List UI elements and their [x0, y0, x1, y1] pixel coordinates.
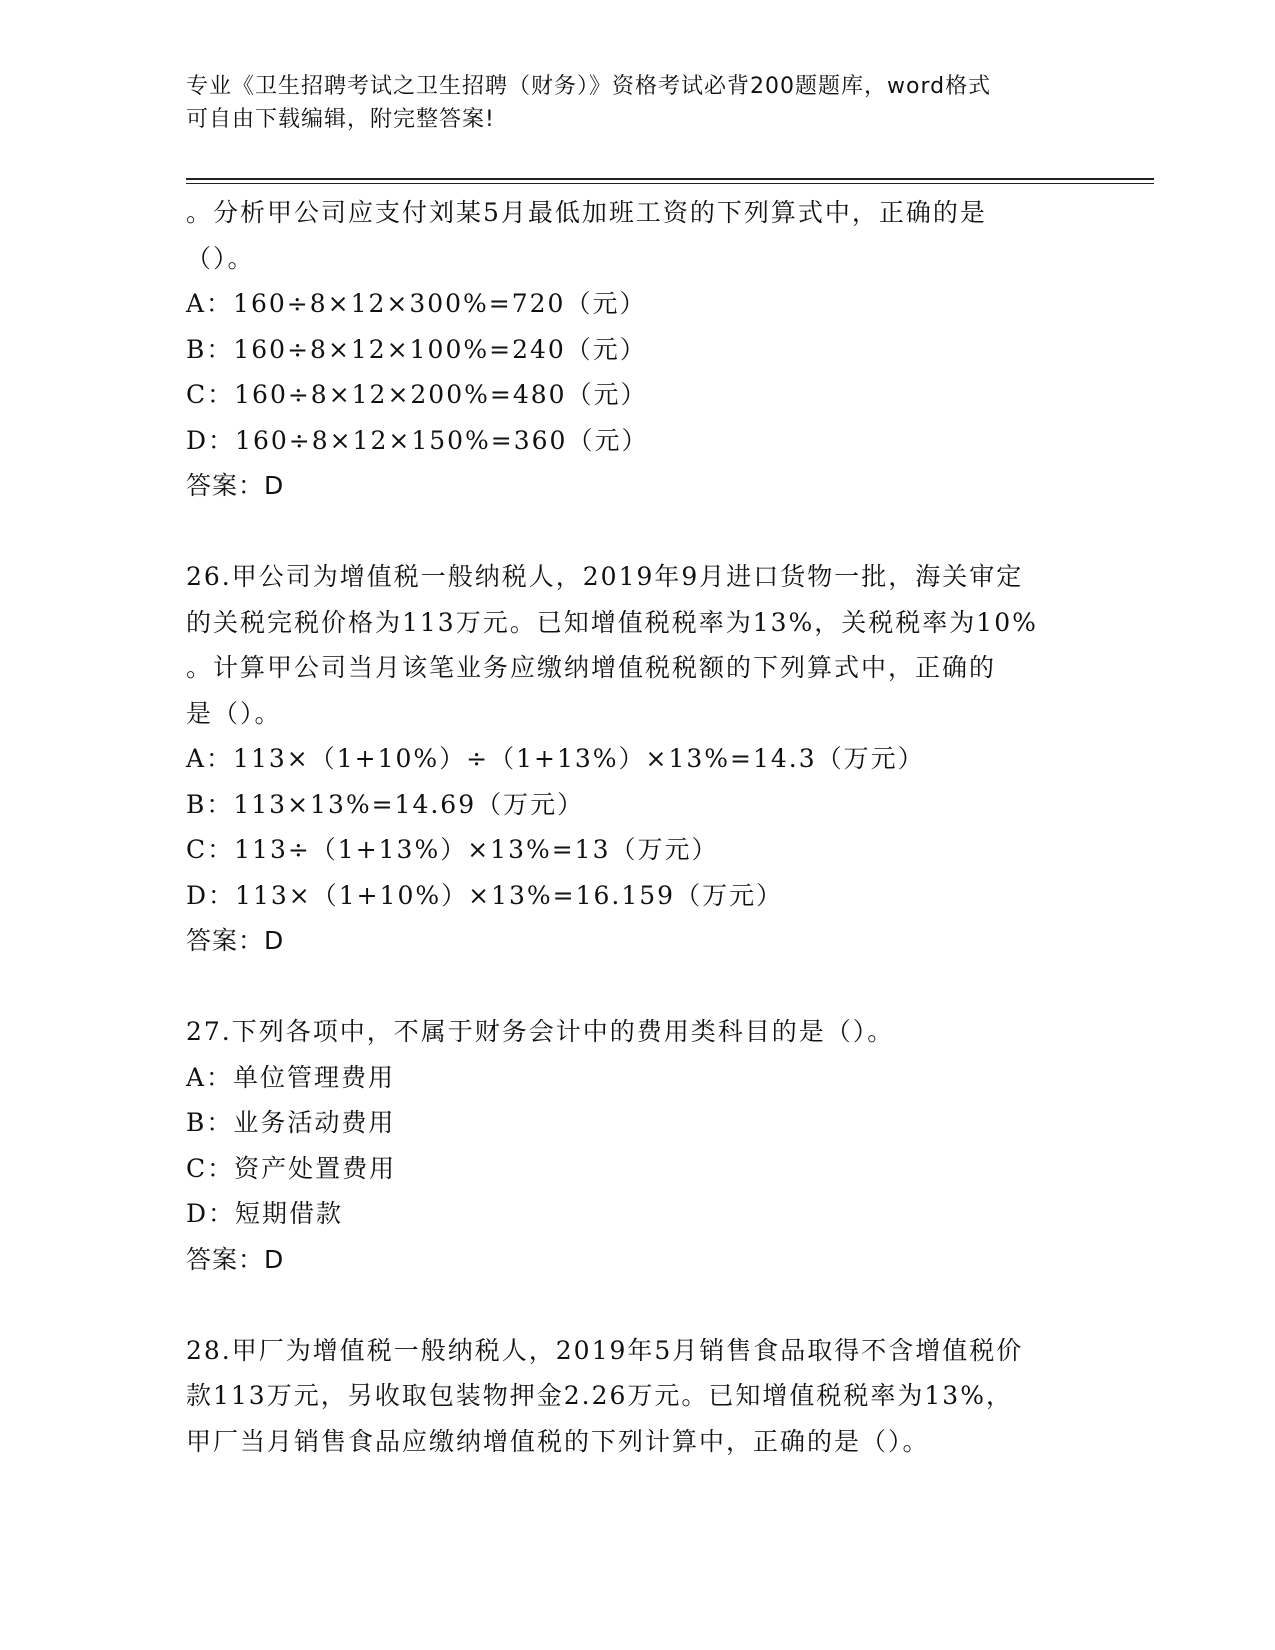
question-stem-line: 是（）。 [186, 698, 282, 728]
option-b: B：113×13%=14.69（万元） [186, 789, 585, 819]
question-stem-line: 。分析甲公司应支付刘某5月最低加班工资的下列算式中，正确的是 [186, 198, 987, 227]
document-header [186, 70, 1066, 136]
spacer [186, 1282, 1086, 1328]
option-d: D：113×（1+10%）×13%=16.159（万元） [186, 880, 784, 910]
question-25 [186, 190, 1086, 509]
header-line-1: 专业《卫生招聘考试之卫生招聘（财务）》资格考试必背200题题库，word格式 [186, 74, 992, 99]
question-28 [186, 1328, 1086, 1465]
option-a: A：单位管理费用 [186, 1062, 396, 1092]
header-divider-thick [186, 178, 1154, 180]
option-c: C：160÷8×12×200%=480（元） [186, 380, 648, 409]
option-d: D：短期借款 [186, 1199, 344, 1228]
question-stem-line: 27.下列各项中，不属于财务会计中的费用类科目的是（）。 [186, 1017, 895, 1046]
spacer [186, 509, 1086, 555]
answer-label: 答案：D [186, 1244, 285, 1274]
option-c: C：113÷（1+13%）×13%=13（万元） [186, 835, 719, 864]
option-c: C：资产处置费用 [186, 1153, 397, 1183]
spacer [186, 964, 1086, 1010]
option-d: D：160÷8×12×150%=360（元） [186, 425, 649, 455]
header-line-2: 可自由下载编辑，附完整答案! [186, 107, 495, 132]
question-stem-line: 28.甲厂为增值税一般纳税人，2019年5月销售食品取得不含增值税价 [186, 1335, 1024, 1365]
answer-label: 答案：D [186, 926, 285, 955]
question-stem-line: 甲厂当月销售食品应缴纳增值税的下列计算中，正确的是（）。 [186, 1426, 930, 1456]
option-a: A：160÷8×12×300%=720（元） [186, 289, 647, 318]
question-stem-line: 的关税完税价格为113万元。已知增值税税率为13%，关税税率为10% [186, 607, 1038, 637]
option-b: B：160÷8×12×100%=240（元） [186, 334, 647, 364]
question-27 [186, 1009, 1086, 1282]
question-stem-line: 。计算甲公司当月该笔业务应缴纳增值税税额的下列算式中，正确的 [186, 653, 997, 682]
answer-label: 答案：D [186, 471, 285, 500]
question-stem-line: 26.甲公司为增值税一般纳税人，2019年9月进口货物一批，海关审定 [186, 562, 1024, 591]
question-26 [186, 554, 1086, 964]
option-b: B：业务活动费用 [186, 1108, 396, 1137]
question-content [186, 190, 1086, 1464]
option-a: A：113×（1+10%）÷（1+13%）×13%=14.3（万元） [186, 744, 925, 773]
question-stem-line: 款113万元，另收取包装物押金2.26万元。已知增值税税率为13%， [186, 1381, 1013, 1410]
header-divider-thin [186, 183, 1154, 184]
question-stem-line: （）。 [186, 243, 255, 273]
